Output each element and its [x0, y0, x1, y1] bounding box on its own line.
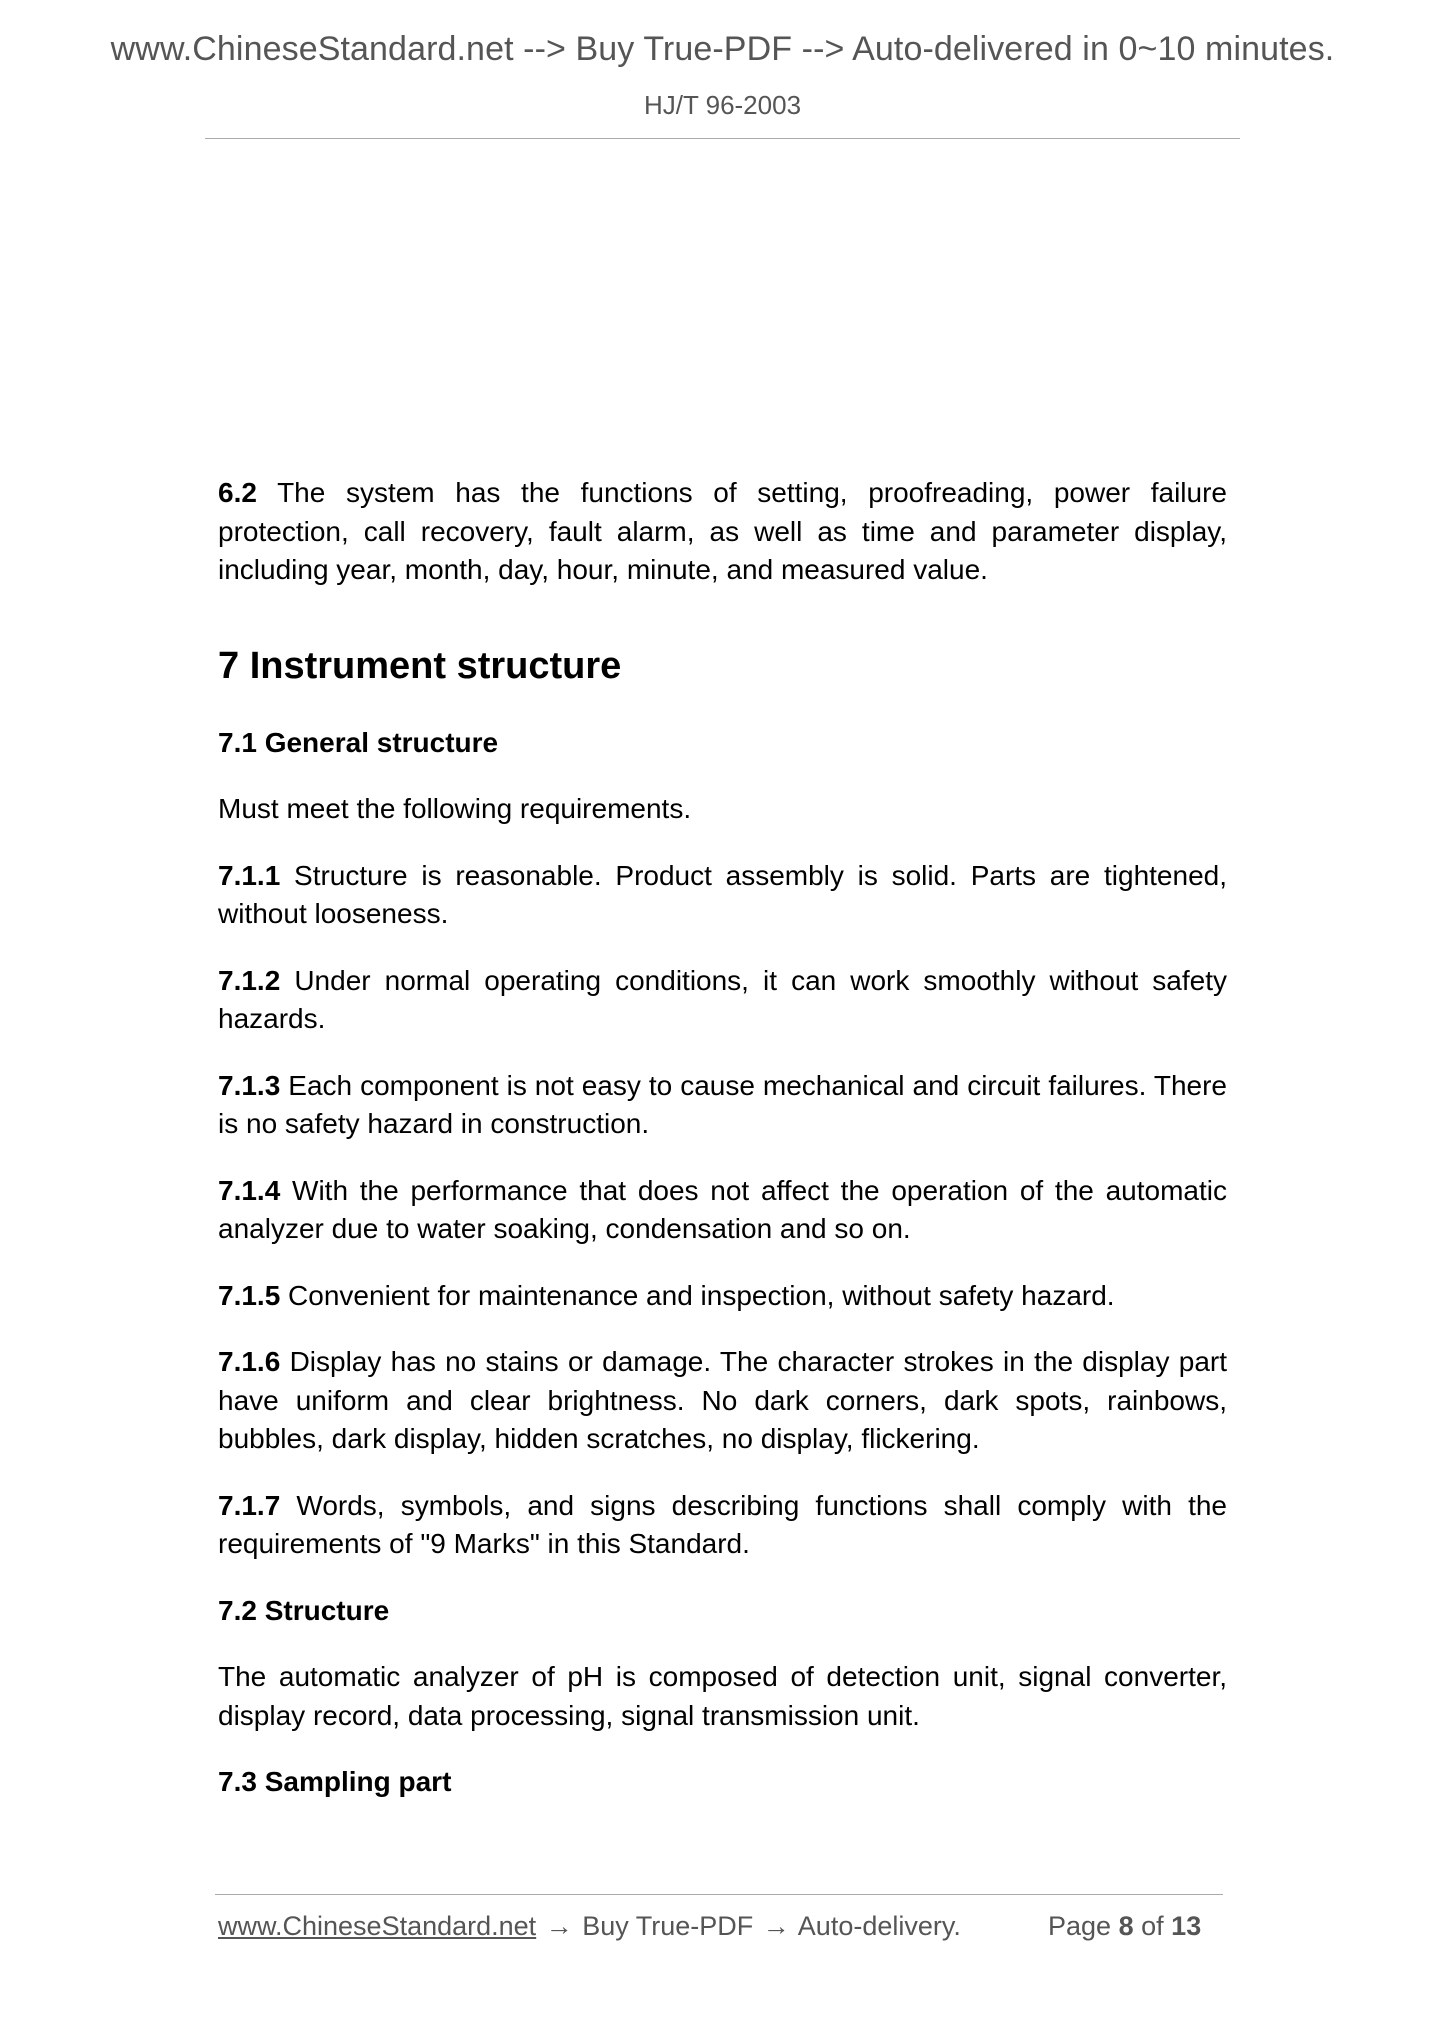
clause-text: Structure is reasonable. Product assembly is solid. Parts are tightened, without looseness.: [218, 859, 1227, 929]
page-of-label: of: [1141, 1911, 1164, 1941]
header-banner: www.ChineseStandard.net --> Buy True-PDF --> Auto-delivered in 0~10 minutes.: [110, 30, 1335, 68]
clause-number: 6.2: [218, 477, 257, 508]
clause-7-1-5: [218, 1277, 1227, 1316]
clause-number: 7.1.5: [218, 1279, 281, 1311]
clause-number: 7.1.7: [218, 1489, 281, 1521]
clause-text: Convenient for maintenance and inspection, without safety hazard.: [280, 1279, 1115, 1311]
section-7-1-heading: 7.1 General structure: [218, 726, 499, 758]
page-number: [1048, 1911, 1201, 1942]
footer-divider: [215, 1894, 1223, 1895]
page-total: 13: [1171, 1911, 1202, 1941]
section-7-2-text: The automatic analyzer of pH is composed of detection unit, signal converter, display record, data processing, signal transmission unit.: [218, 1661, 1227, 1731]
footer-buy-text: Buy True-PDF: [582, 1911, 754, 1941]
clause-text: Under normal operating conditions, it can work smoothly without safety hazards.: [218, 964, 1227, 1034]
clause-7-1-3: [218, 1067, 1227, 1144]
section-7-1-intro: Must meet the following requirements.: [218, 793, 692, 824]
clause-text: Display has no stains or damage. The character strokes in the display part have uniform and clear brightness. No dark corners, dark spots, rainbows, bubbles, dark display, hidden scratches, no display, flickering.: [218, 1346, 1227, 1454]
page-footer: [218, 1911, 1218, 1942]
clause-text: Words, symbols, and signs describing functions shall comply with the requirements of "9 Marks" in this Standard.: [218, 1489, 1227, 1559]
clause-number: 7.1.1: [218, 859, 281, 891]
section-7-3-heading: 7.3 Sampling part: [218, 1766, 452, 1797]
page-content: [218, 474, 1227, 1830]
page-label: Page: [1048, 1911, 1112, 1941]
document-code: HJ/T 96-2003: [643, 90, 802, 120]
footer-auto-text: Auto-delivery.: [797, 1911, 961, 1941]
clause-text: With the performance that does not affect the operation of the automatic analyzer due to water soaking, condensation and so on.: [218, 1174, 1227, 1244]
arrow-right-icon: →: [545, 1911, 573, 1941]
section-7-heading: 7 Instrument structure: [218, 644, 622, 687]
clause-7-1-4: [218, 1172, 1227, 1249]
clause-number: 7.1.6: [218, 1346, 281, 1377]
clause-number: 7.1.2: [218, 964, 281, 996]
clause-7-1-2: [218, 962, 1227, 1039]
clause-number: 7.1.4: [218, 1174, 281, 1206]
clause-text: Each component is not easy to cause mechanical and circuit failures. There is no safety hazard in construction.: [218, 1069, 1227, 1139]
clause-7-1-6: [218, 1343, 1227, 1459]
clause-7-1-7: [218, 1487, 1227, 1564]
clause-number: 7.1.3: [218, 1069, 281, 1101]
header-divider: [205, 138, 1240, 139]
section-7-2-heading: 7.2 Structure: [218, 1594, 390, 1626]
clause-text: The system has the functions of setting, proofreading, power failure protection, call recovery, fault alarm, as well as time and parameter display, including year, month, day, hour, minute, and measured value.: [218, 477, 1227, 585]
clause-7-1-1: [218, 857, 1227, 934]
footer-site-link[interactable]: www.ChineseStandard.net: [218, 1911, 537, 1941]
clause-6-2: [218, 474, 1227, 590]
arrow-right-icon: →: [762, 1911, 790, 1941]
page-current: 8: [1118, 1911, 1134, 1941]
